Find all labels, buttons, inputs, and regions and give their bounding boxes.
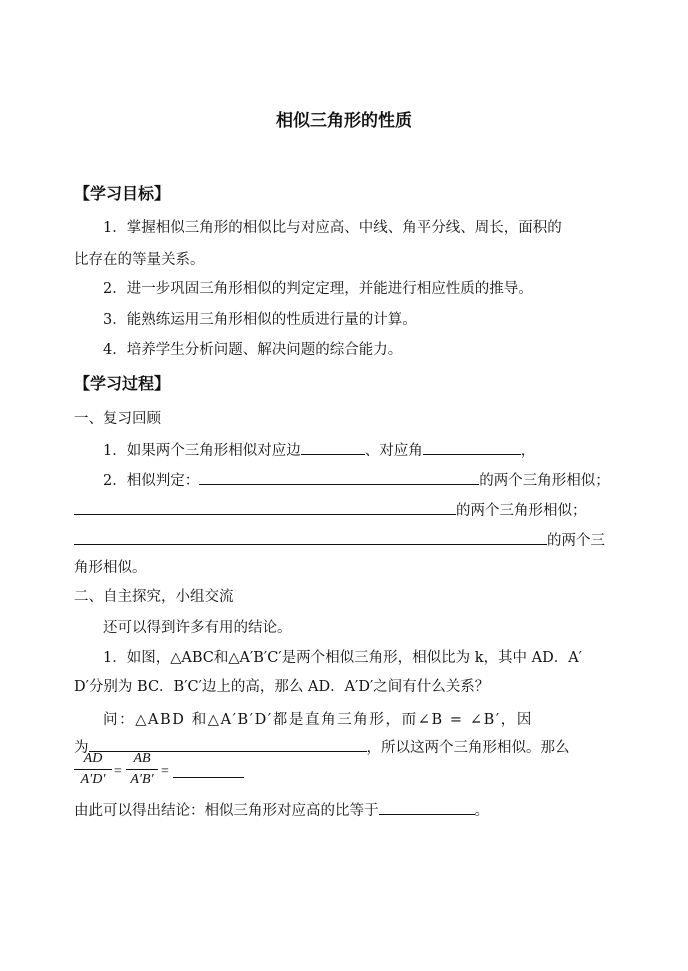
fraction-bar	[126, 769, 158, 770]
q2-text-c: 的两个三角形相似；	[456, 503, 587, 519]
answer-blank[interactable]	[301, 440, 365, 455]
q2-text-b: 的两个三角形相似；	[479, 473, 610, 489]
answer-blank[interactable]	[359, 470, 479, 485]
q1-text-c: ，	[520, 443, 536, 459]
answer-blank[interactable]	[194, 500, 456, 515]
q2-text: 2．相似判定：	[103, 473, 200, 489]
conclusion	[74, 800, 489, 821]
review-q1	[103, 440, 535, 461]
goal-item: 4．培养学生分析问题、解决问题的综合能力。	[103, 342, 403, 358]
explore-p3: 问：△ABD 和△A′B′D′都是直角三角形，而∠B = ∠B′，因	[103, 712, 533, 728]
fraction-numerator: AB	[133, 751, 151, 766]
review-title: 一、复习回顾	[74, 411, 161, 427]
goals-heading: 【学习目标】	[74, 184, 171, 203]
page-title: 相似三角形的性质	[276, 111, 412, 131]
fraction-ad	[74, 751, 112, 788]
review-q2-line2	[74, 500, 587, 521]
process-heading: 【学习过程】	[74, 374, 171, 393]
q1-text: 1．如果两个三角形相似对应边	[103, 443, 301, 459]
answer-blank[interactable]	[199, 470, 359, 485]
goal-item: 1．掌握相似三角形的相似比与对应高、中线、角平分线、周长，面积的	[103, 220, 562, 236]
p4-text-b: ，所以这两个三角形相似。那么	[366, 740, 570, 756]
fraction-denominator: A′B′	[130, 772, 154, 787]
goal-item: 比存在的等量关系。	[74, 252, 205, 268]
answer-blank[interactable]	[201, 530, 477, 545]
goal-item: 2．进一步巩固三角形相似的判定定理，并能进行相应性质的推导。	[103, 281, 533, 297]
q1-text-b: 、对应角	[364, 443, 423, 459]
conclusion-end: 。	[474, 803, 489, 819]
conclusion-text: 由此可以得出结论：相似三角形对应高的比等于	[74, 803, 379, 819]
p4-text: 为	[74, 740, 89, 756]
answer-blank[interactable]	[173, 777, 244, 778]
answer-blank[interactable]	[477, 530, 547, 545]
answer-blank[interactable]	[74, 530, 201, 545]
fraction-ab	[126, 751, 158, 788]
answer-blank[interactable]	[379, 800, 475, 815]
explore-intro: 还可以得到许多有用的结论。	[103, 620, 292, 636]
explore-title: 二、自主探究，小组交流	[74, 589, 234, 605]
review-q2-line4: 角形相似。	[74, 560, 147, 576]
review-q2	[103, 470, 610, 491]
fraction-denominator: A′D′	[80, 772, 106, 787]
answer-blank[interactable]	[74, 500, 194, 515]
answer-blank[interactable]	[89, 737, 367, 752]
equals-sign: =	[114, 764, 122, 779]
equals-sign: =	[161, 764, 169, 779]
answer-blank[interactable]	[423, 440, 521, 455]
fraction-numerator: AD	[83, 751, 103, 766]
goal-item: 3．能熟练运用三角形相似的性质进行量的计算。	[103, 312, 417, 328]
explore-p1: 1．如图，△ABC和△A′B′C′是两个相似三角形，相似比为 k，其中 AD．A′	[103, 650, 582, 666]
q2-text-d: 的两个三	[547, 533, 605, 549]
review-q2-line3	[74, 530, 605, 551]
fraction-bar	[74, 769, 112, 770]
explore-p2: D′分别为 BC．B′C′边上的高，那么 AD．A′D′之间有什么关系？	[74, 679, 490, 695]
